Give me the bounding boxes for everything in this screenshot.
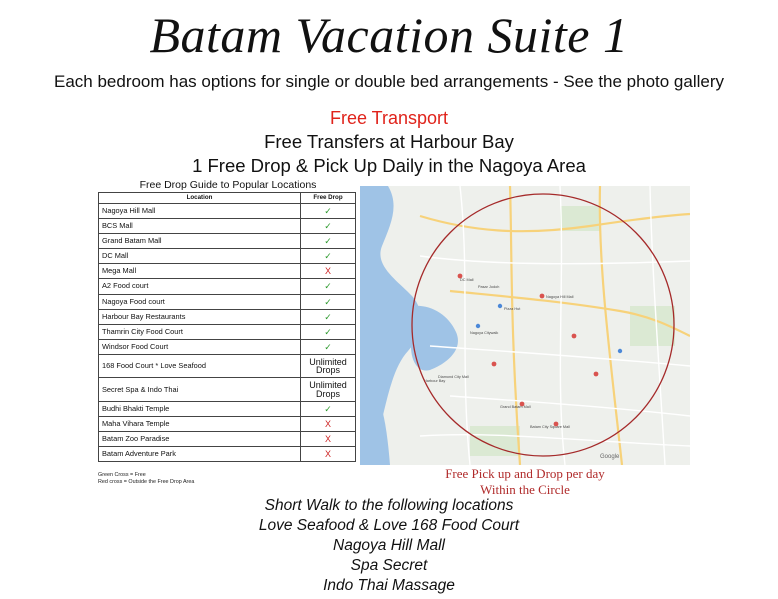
walk-heading: Short Walk to the following locations (264, 497, 514, 514)
table-row (99, 294, 356, 309)
park-area (470, 426, 520, 456)
free-drop-cell: ✓ (301, 401, 356, 416)
table-row (99, 249, 356, 264)
guide-title: Free Drop Guide to Popular Locations (139, 179, 317, 191)
location-cell: Batam Adventure Park (99, 447, 301, 462)
location-cell: Secret Spa & Indo Thai (99, 378, 301, 402)
page-title: Batam Vacation Suite 1 (149, 7, 629, 63)
column-free-drop: Free Drop (301, 193, 356, 204)
free-drop-cell: X (301, 432, 356, 447)
free-drop-cell: ✓ (301, 309, 356, 324)
map-caption-2: Within the Circle (480, 482, 570, 497)
location-cell: BCS Mall (99, 219, 301, 234)
location-cell: Grand Batam Mall (99, 234, 301, 249)
table-row (99, 432, 356, 447)
free-drop-cell: ✓ (301, 219, 356, 234)
table-row (99, 309, 356, 324)
free-drop-cell: ✓ (301, 204, 356, 219)
free-drop-cell: ✓ (301, 234, 356, 249)
free-drop-table (98, 192, 356, 462)
walk-item: Spa Secret (350, 557, 428, 574)
location-cell: Maha Vihara Temple (99, 417, 301, 432)
walk-item: Love Seafood & Love 168 Food Court (258, 517, 520, 534)
walk-item: Nagoya Hill Mall (333, 537, 445, 554)
free-drop-cell: X (301, 417, 356, 432)
table-row (99, 378, 356, 402)
location-cell: Windsor Food Court (99, 339, 301, 354)
table-row (99, 339, 356, 354)
transfer-line: Free Transfers at Harbour Bay (264, 131, 514, 152)
map-label: Nagoya Citywalk (470, 331, 499, 335)
free-drop-cell: ✓ (301, 324, 356, 339)
location-cell: DC Mall (99, 249, 301, 264)
free-drop-cell: X (301, 447, 356, 462)
daily-drop-line: 1 Free Drop & Pick Up Daily in the Nagoya Area (192, 155, 586, 176)
location-cell: Harbour Bay Restaurants (99, 309, 301, 324)
free-drop-cell: ✓ (301, 294, 356, 309)
map-label: Batam City Square Mall (530, 425, 570, 429)
area-map (360, 186, 690, 465)
legend-red: Red cross = Outside the Free Drop Area (98, 479, 195, 485)
map-label: DC Mall (460, 278, 474, 282)
location-cell: 168 Food Court * Love Seafood (99, 354, 301, 378)
walk-item: Indo Thai Massage (323, 577, 455, 594)
location-cell: Nagoya Hill Mall (99, 204, 301, 219)
free-drop-cell: ✓ (301, 339, 356, 354)
map-caption-1: Free Pick up and Drop per day (445, 466, 605, 481)
free-transport-heading: Free Transport (329, 108, 449, 128)
map-label: Pasar Jodoh (478, 285, 500, 289)
free-drop-cell: X (301, 264, 356, 279)
table-row (99, 234, 356, 249)
column-location: Location (99, 193, 301, 204)
table-header-row (99, 193, 356, 204)
table-row (99, 417, 356, 432)
table-row (99, 264, 356, 279)
free-drop-cell: ✓ (301, 279, 356, 294)
location-cell: Batam Zoo Paradise (99, 432, 301, 447)
table-row (99, 204, 356, 219)
subtitle: Each bedroom has options for single or double bed arrangements - See the photo gallery (53, 72, 725, 91)
table-row (99, 324, 356, 339)
location-cell: Thamrin City Food Court (99, 324, 301, 339)
map-label: Pizza Hut (504, 307, 521, 311)
map-label: Nagoya Hill Mall (546, 295, 574, 299)
map-graphic (360, 186, 690, 465)
map-label: Grand Batam Mall (500, 405, 531, 409)
location-cell: Nagoya Food court (99, 294, 301, 309)
location-cell: A2 Food court (99, 279, 301, 294)
table-body (99, 204, 356, 462)
table-row (99, 354, 356, 378)
map-label: Harbour Bay (424, 379, 446, 383)
table-row (99, 447, 356, 462)
free-drop-cell: ✓ (301, 249, 356, 264)
legend-green: Green Cross = Free (98, 472, 146, 478)
map-label: Google (600, 454, 620, 460)
free-drop-cell: Unlimited Drops (301, 354, 356, 378)
table-row (99, 219, 356, 234)
location-cell: Budhi Bhakti Temple (99, 401, 301, 416)
table-row (99, 401, 356, 416)
location-cell: Mega Mall (99, 264, 301, 279)
table-row (99, 279, 356, 294)
free-drop-cell: Unlimited Drops (301, 378, 356, 402)
map-label: Diamond City Mall (438, 375, 469, 379)
